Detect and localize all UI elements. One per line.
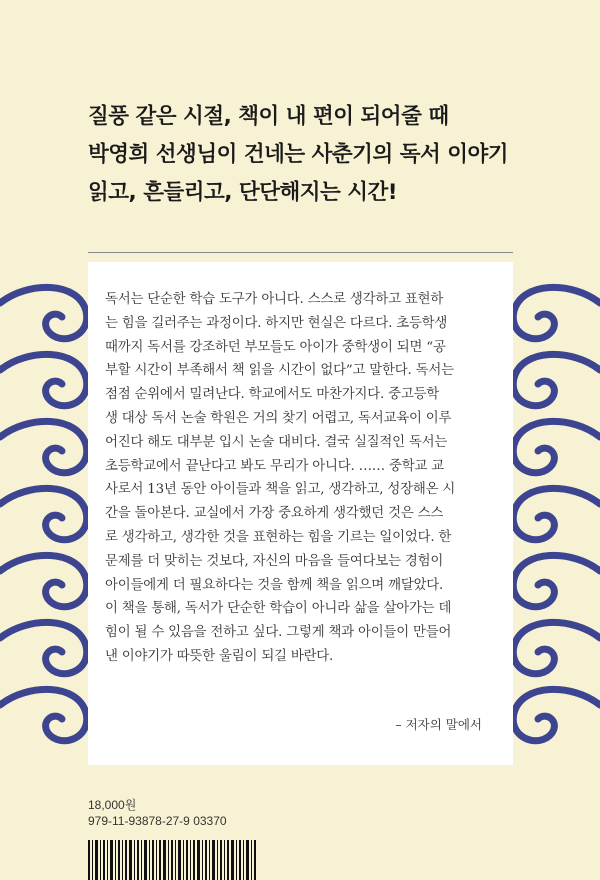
excerpt-line: 는 힘을 길러주는 과정이다. 하지만 현실은 다르다. 초등학생 xyxy=(105,315,448,331)
divider-line xyxy=(88,252,513,253)
excerpt-line: 아이들에게 더 필요하다는 것을 함께 책을 읽으며 깨달았다. xyxy=(105,577,444,593)
wave-pattern-right xyxy=(500,265,600,785)
barcode xyxy=(88,840,258,880)
excerpt-line: 부할 시간이 부족해서 책 읽을 시간이 없다”고 말한다. 독서는 xyxy=(105,363,454,379)
excerpt-line: 초등학교에서 끝난다고 봐도 무리가 아니다. …… 중학교 교 xyxy=(105,458,445,474)
excerpt-line: 이 책을 통해, 독서가 단순한 학습이 아니라 삶을 살아가는 데 xyxy=(105,601,452,617)
headline-line-3: 읽고, 흔들리고, 단단해지는 시간! xyxy=(88,180,398,205)
excerpt-text xyxy=(105,288,485,669)
headline-line-2: 박영희 선생님이 건네는 사춘기의 독서 이야기 xyxy=(88,142,509,167)
isbn-number: 979-11-93878-27-9 03370 xyxy=(88,814,227,828)
excerpt-line: 점점 순위에서 밀려난다. 학교에서도 마찬가지다. 중고등학 xyxy=(105,387,440,403)
price: 18,000원 xyxy=(88,798,137,812)
excerpt-line: 간을 돌아본다. 교실에서 가장 중요하게 생각했던 것은 스스 xyxy=(105,506,444,522)
excerpt-line: 낸 이야기가 따뜻한 울림이 되길 바란다. xyxy=(105,648,334,664)
excerpt-attribution: – 저자의 말에서 xyxy=(395,717,482,732)
headline-line-1: 질풍 같은 시절, 책이 내 편이 되어줄 때 xyxy=(88,104,449,129)
wave-pattern-left xyxy=(0,265,100,785)
excerpt-line: 사로서 13년 동안 아이들과 책을 읽고, 생각하고, 성장해온 시 xyxy=(105,482,456,498)
excerpt-line: 때까지 독서를 강조하던 부모들도 아이가 중학생이 되면 “공 xyxy=(105,339,446,355)
excerpt-line: 문제를 더 맞히는 것보다, 자신의 마음을 들여다보는 경험이 xyxy=(105,553,444,569)
excerpt-line: 어진다 해도 대부분 입시 논술 대비다. 결국 실질적인 독서는 xyxy=(105,434,448,450)
excerpt-line: 힘이 될 수 있음을 전하고 싶다. 그렇게 책과 아이들이 만들어 xyxy=(105,625,452,641)
excerpt-line: 생 대상 독서 논술 학원은 거의 찾기 어렵고, 독서교육이 이루 xyxy=(105,410,452,426)
headline xyxy=(88,98,558,212)
excerpt-line: 로 생각하고, 생각한 것을 표현하는 힘을 기르는 일이었다. 한 xyxy=(105,529,452,545)
excerpt-line: 독서는 단순한 학습 도구가 아니다. 스스로 생각하고 표현하 xyxy=(105,292,444,307)
